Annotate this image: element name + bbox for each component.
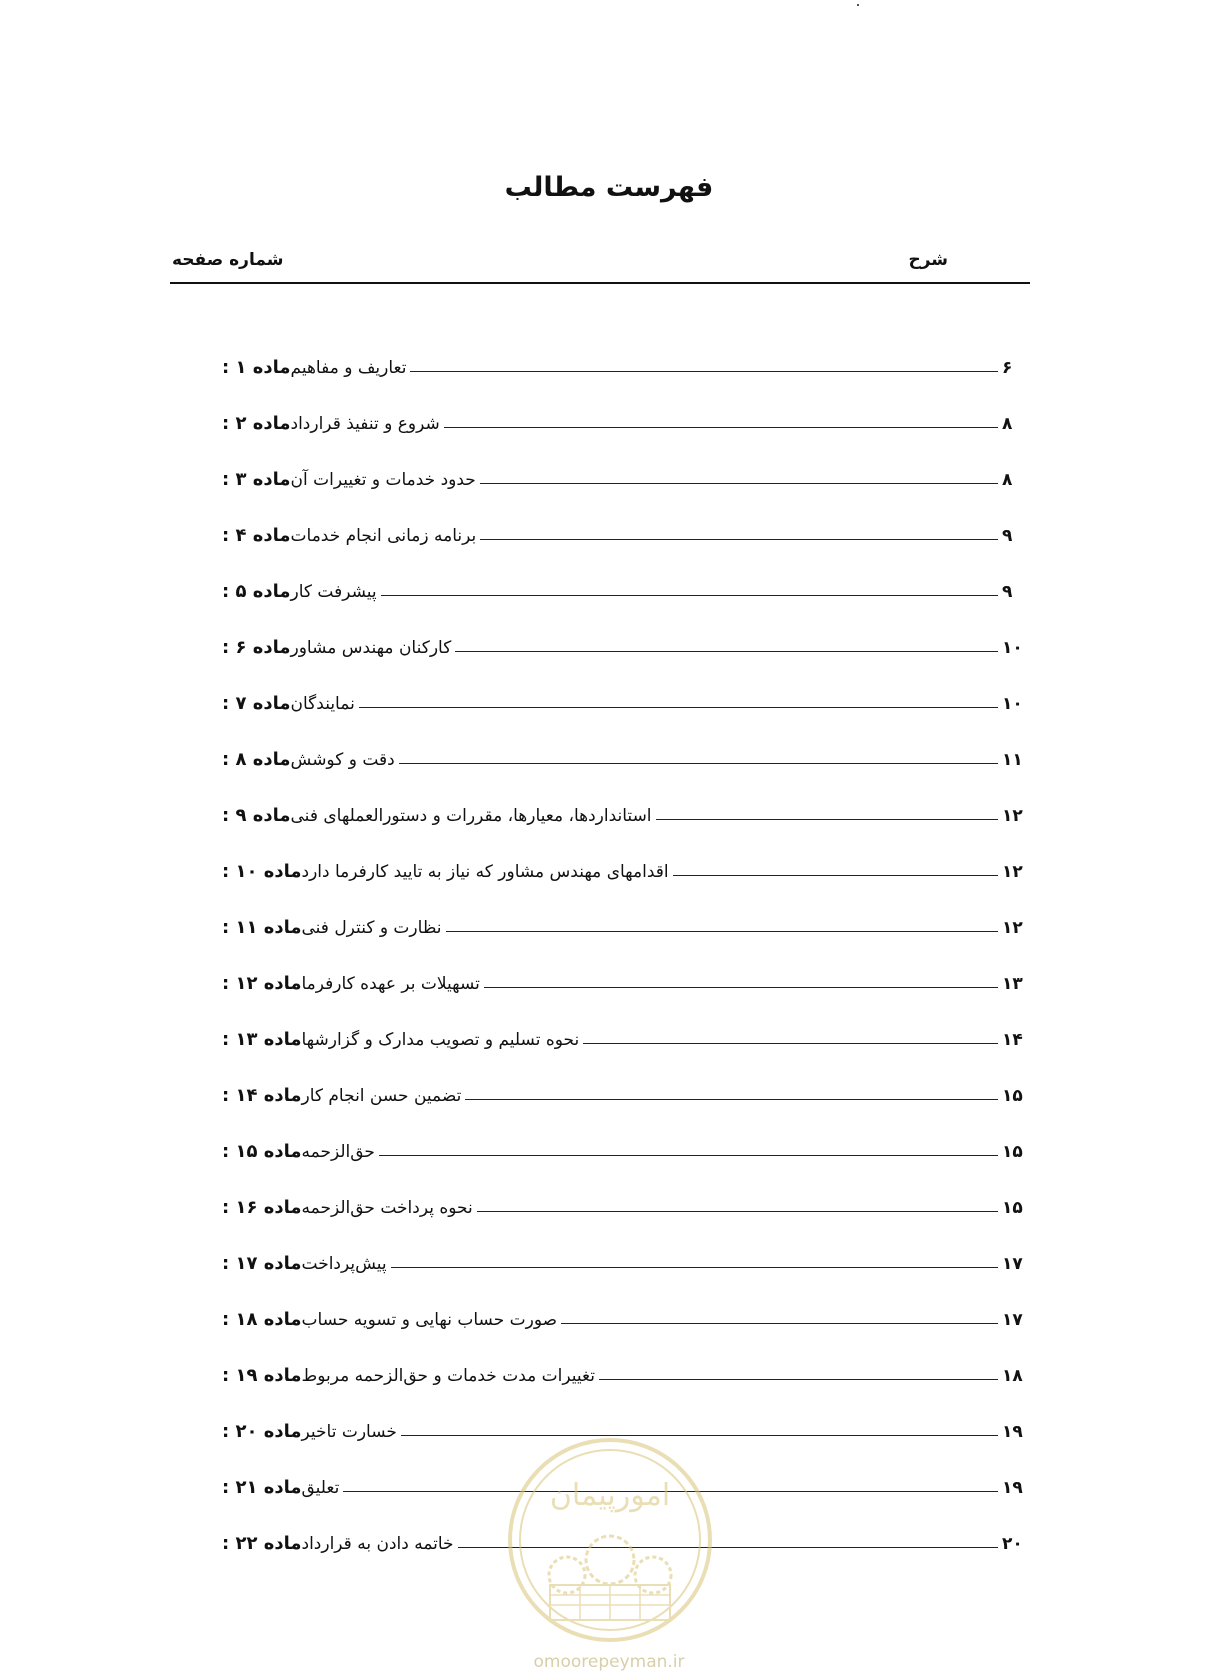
toc-entry: [212, 1386, 1030, 1442]
dotted-leader: [410, 371, 998, 372]
entry-label: ماده ۱ :: [222, 357, 291, 378]
entry-label: ماده ۱۲ :: [222, 973, 302, 994]
entry-title: برنامه زمانی انجام خدمات: [290, 526, 477, 546]
toc-entry: [212, 322, 1030, 378]
entry-label: ماده ۱۶ :: [222, 1197, 302, 1218]
entry-title: تغییرات مدت خدمات و حق‌الزحمه مربوط: [301, 1366, 595, 1386]
entry-page-number: ۱۸: [1002, 1366, 1023, 1386]
entry-page-number: ۸: [1002, 414, 1013, 434]
toc-entry: [212, 994, 1030, 1050]
dotted-leader: [480, 539, 998, 540]
dotted-leader: [391, 1267, 998, 1268]
toc-entry: [212, 1218, 1030, 1274]
entry-page-number: ۱۲: [1002, 918, 1023, 938]
toc-entry: [212, 1106, 1030, 1162]
entry-title: استانداردها، معیارها، مقررات و دستورالعملهای فنی: [290, 806, 652, 826]
entry-label: ماده ۱۴ :: [222, 1085, 302, 1106]
dotted-leader: [381, 595, 998, 596]
entry-label: ماده ۸ :: [222, 749, 291, 770]
entry-page-number: ۱۳: [1002, 974, 1023, 994]
entry-title: نمایندگان: [290, 694, 355, 714]
entry-page-number: ۱۹: [1002, 1422, 1023, 1442]
entry-page-number: ۱۰: [1002, 638, 1023, 658]
toc-entry: [212, 770, 1030, 826]
entry-label: ماده ۵ :: [222, 581, 291, 602]
entry-label: ماده ۱۰ :: [222, 861, 302, 882]
entry-label: ماده ۱۵ :: [222, 1141, 302, 1162]
entry-title: تضمین حسن انجام کار: [301, 1086, 462, 1106]
dotted-leader: [379, 1155, 998, 1156]
toc-entry: [212, 434, 1030, 490]
page-title: فهرست مطالب: [504, 172, 714, 203]
entry-label: ماده ۹ :: [222, 805, 291, 826]
dotted-leader: [477, 1211, 998, 1212]
entry-page-number: ۲۰: [1002, 1534, 1023, 1554]
entry-title: نحوه پرداخت حق‌الزحمه: [301, 1198, 473, 1218]
toc-entry: [212, 826, 1030, 882]
dotted-leader: [561, 1323, 998, 1324]
entry-title: حدود خدمات و تغییرات آن: [290, 470, 476, 490]
entry-label: ماده ۲۲ :: [222, 1533, 302, 1554]
stray-dot: [857, 4, 859, 6]
entry-page-number: ۱۵: [1002, 1142, 1023, 1162]
entry-title: شروع و تنفیذ قرارداد: [290, 414, 440, 434]
watermark-seal-text: امورپیمان: [549, 1478, 671, 1513]
watermark-url-text: omoorepeyman.ir: [533, 1652, 685, 1672]
toc-list: [212, 322, 1030, 1554]
dotted-leader: [480, 483, 998, 484]
dotted-leader: [673, 875, 998, 876]
toc-entry: [212, 938, 1030, 994]
toc-entry: [212, 378, 1030, 434]
toc-entry: [212, 1330, 1030, 1386]
entry-title: نظارت و کنترل فنی: [301, 918, 442, 938]
header-description: شرح: [908, 250, 948, 270]
entry-page-number: ۱۲: [1002, 806, 1023, 826]
entry-title: اقدامهای مهندس مشاور که نیاز به تایید کارفرما دارد: [301, 862, 669, 882]
dotted-leader: [465, 1099, 998, 1100]
toc-entry: [212, 1050, 1030, 1106]
entry-label: ماده ۲ :: [222, 413, 291, 434]
entry-page-number: ۹: [1002, 526, 1013, 546]
watermark-url: [0, 1652, 1218, 1672]
dotted-leader: [359, 707, 998, 708]
entry-page-number: ۶: [1002, 358, 1013, 378]
toc-entry: [212, 602, 1030, 658]
entry-page-number: ۱۱: [1002, 750, 1023, 770]
toc-entry: [212, 658, 1030, 714]
dotted-leader: [599, 1379, 998, 1380]
entry-title: دقت و کوشش: [290, 750, 395, 770]
entry-page-number: ۱۹: [1002, 1478, 1023, 1498]
entry-page-number: ۱۲: [1002, 862, 1023, 882]
watermark-seal: [505, 1435, 715, 1645]
toc-entry: [212, 490, 1030, 546]
entry-label: ماده ۱۳ :: [222, 1029, 302, 1050]
entry-page-number: ۱۴: [1002, 1030, 1023, 1050]
entry-page-number: ۹: [1002, 582, 1013, 602]
toc-entry: [212, 1162, 1030, 1218]
entry-label: ماده ۲۱ :: [222, 1477, 302, 1498]
dotted-leader: [583, 1043, 998, 1044]
dotted-leader: [444, 427, 998, 428]
entry-label: ماده ۴ :: [222, 525, 291, 546]
toc-entry: [212, 546, 1030, 602]
entry-label: ماده ۱۱ :: [222, 917, 302, 938]
entry-title: حق‌الزحمه: [301, 1142, 375, 1162]
entry-page-number: ۱۷: [1002, 1254, 1023, 1274]
toc-entry: [212, 714, 1030, 770]
entry-label: ماده ۱۸ :: [222, 1309, 302, 1330]
dotted-leader: [399, 763, 998, 764]
entry-title: خاتمه دادن به قرارداد: [301, 1534, 454, 1554]
dotted-leader: [446, 931, 998, 932]
entry-title: کارکنان مهندس مشاور: [290, 638, 452, 658]
dotted-leader: [484, 987, 998, 988]
entry-label: ماده ۱۹ :: [222, 1365, 302, 1386]
entry-label: ماده ۶ :: [222, 637, 291, 658]
entry-title: تسهیلات بر عهده کارفرما: [301, 974, 480, 994]
entry-page-number: ۱۵: [1002, 1198, 1023, 1218]
entry-page-number: ۱۷: [1002, 1310, 1023, 1330]
entry-title: تعاریف و مفاهیم: [290, 358, 407, 378]
entry-page-number: ۱۵: [1002, 1086, 1023, 1106]
entry-label: ماده ۱۷ :: [222, 1253, 302, 1274]
entry-title: تعلیق: [301, 1478, 340, 1498]
entry-title: خسارت تاخیر: [301, 1422, 397, 1442]
entry-label: ماده ۳ :: [222, 469, 291, 490]
entry-label: ماده ۲۰ :: [222, 1421, 302, 1442]
entry-title: پیش‌پرداخت: [301, 1254, 387, 1274]
dotted-leader: [455, 651, 998, 652]
toc-entry: [212, 882, 1030, 938]
toc-entry: [212, 1274, 1030, 1330]
toc-header: [170, 248, 1030, 284]
entry-page-number: ۱۰: [1002, 694, 1023, 714]
entry-title: نحوه تسلیم و تصویب مدارک و گزارشها: [301, 1030, 580, 1050]
header-page-number: شماره صفحه: [172, 250, 284, 270]
entry-label: ماده ۷ :: [222, 693, 291, 714]
entry-title: صورت حساب نهایی و تسویه حساب: [301, 1310, 558, 1330]
entry-page-number: ۸: [1002, 470, 1013, 490]
entry-title: پیشرفت کار: [290, 582, 377, 602]
dotted-leader: [656, 819, 998, 820]
